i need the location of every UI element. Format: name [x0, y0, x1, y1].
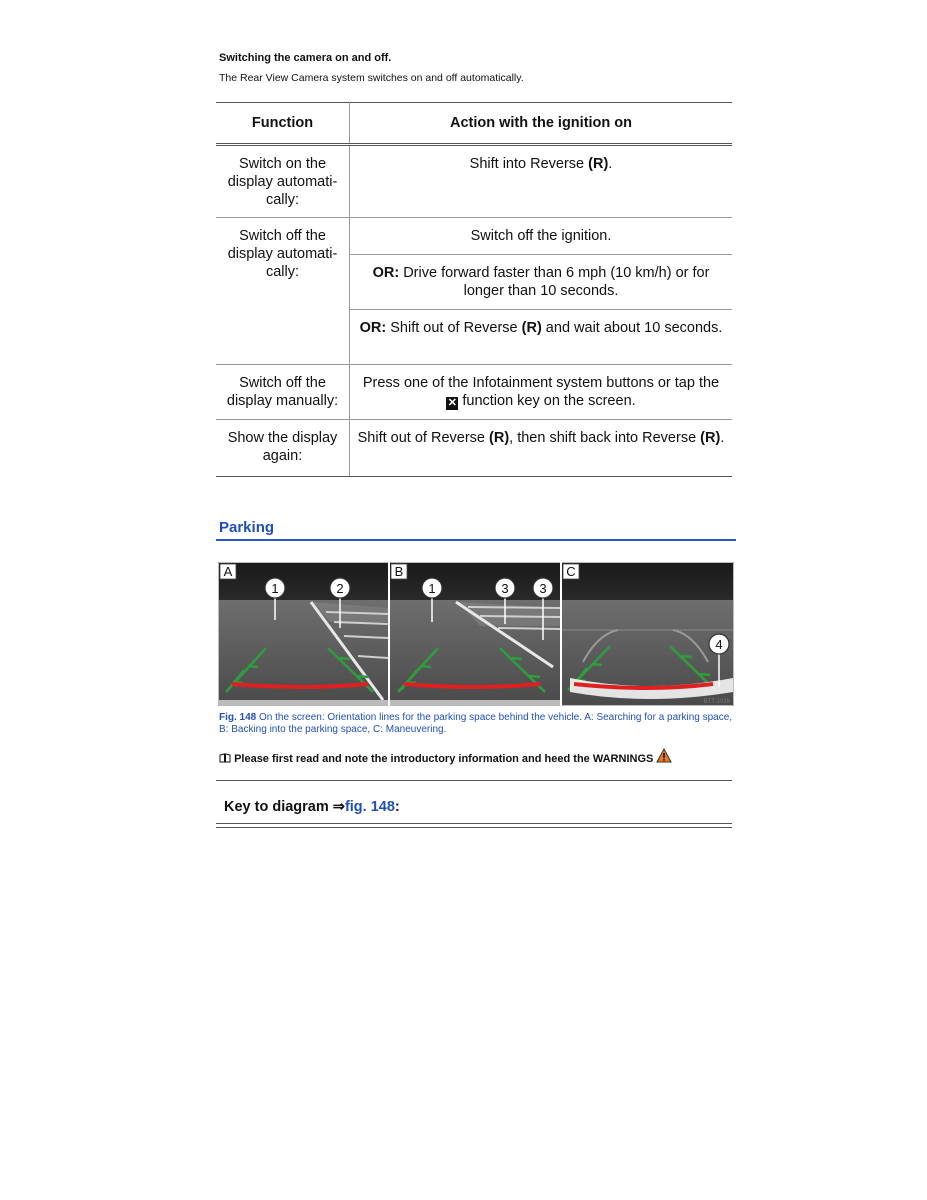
panel-label-c: C [566, 564, 576, 579]
panel-a [219, 563, 388, 705]
close-x-icon: ✕ [447, 397, 457, 409]
panel-c [562, 563, 733, 705]
table-row [216, 365, 732, 420]
parking-rule [216, 539, 736, 541]
read-note: Please first read and note the introductory information and heed the WARNINGS [219, 748, 672, 765]
action-cell: OR: Shift out of Reverse (R) and wait about 10 seconds. [350, 310, 733, 365]
function-table [216, 102, 732, 477]
callout-b2: 3 [501, 581, 509, 596]
action-cell: OR: Drive forward faster than 6 mph (10 km/h) or for longer than 10 seconds. [350, 255, 733, 310]
function-cell: Switch on the display automati-cally: [216, 145, 350, 218]
fig-148-link[interactable]: fig. 148 [344, 799, 395, 815]
key-to-diagram: Key to diagram ⇒fig. 148: [224, 799, 400, 815]
key-rule [216, 823, 732, 828]
warning-triangle-icon [656, 748, 672, 763]
parking-figure [218, 562, 734, 706]
callout-b1: 1 [428, 581, 436, 596]
action-cell: Shift out of Reverse (R), then shift back into Reverse (R). [350, 420, 733, 477]
action-cell: Shift into Reverse (R). [350, 145, 733, 218]
panel-label-a: A [223, 564, 233, 579]
table-row [216, 145, 732, 218]
panel-b [390, 563, 560, 705]
table-row [216, 218, 732, 255]
parking-title: Parking [219, 519, 275, 536]
panel-label-b: B [394, 564, 404, 579]
section-intro: The Rear View Camera system switches on and off automatically. [219, 72, 524, 84]
callout-a2: 2 [336, 581, 344, 596]
figure-caption: Fig. 148 On the screen: Orientation lines for the parking space behind the vehicle. A: Searching for a parking space, B: Backing into the parking space, C: Maneuvering. [219, 712, 733, 735]
figure-ref-code: BTT-1026 [703, 699, 730, 705]
action-cell: Switch off the ignition. [350, 218, 733, 255]
callout-a1: 1 [271, 581, 279, 596]
book-icon [219, 753, 231, 763]
function-cell: Switch off the display manually: [216, 365, 350, 420]
note-rule [216, 780, 732, 781]
table-row [216, 420, 732, 477]
function-cell: Switch off the display automati-cally: [216, 218, 350, 365]
header-action: Action with the ignition on [350, 103, 733, 145]
action-cell: Press one of the Infotainment system buttons or tap the ✕ function key on the screen. [350, 365, 733, 420]
header-function: Function [216, 103, 350, 145]
callout-b3: 3 [539, 581, 547, 596]
function-cell: Show the display again: [216, 420, 350, 477]
callout-c4: 4 [715, 637, 723, 652]
section-heading: Switching the camera on and off. [219, 52, 392, 64]
